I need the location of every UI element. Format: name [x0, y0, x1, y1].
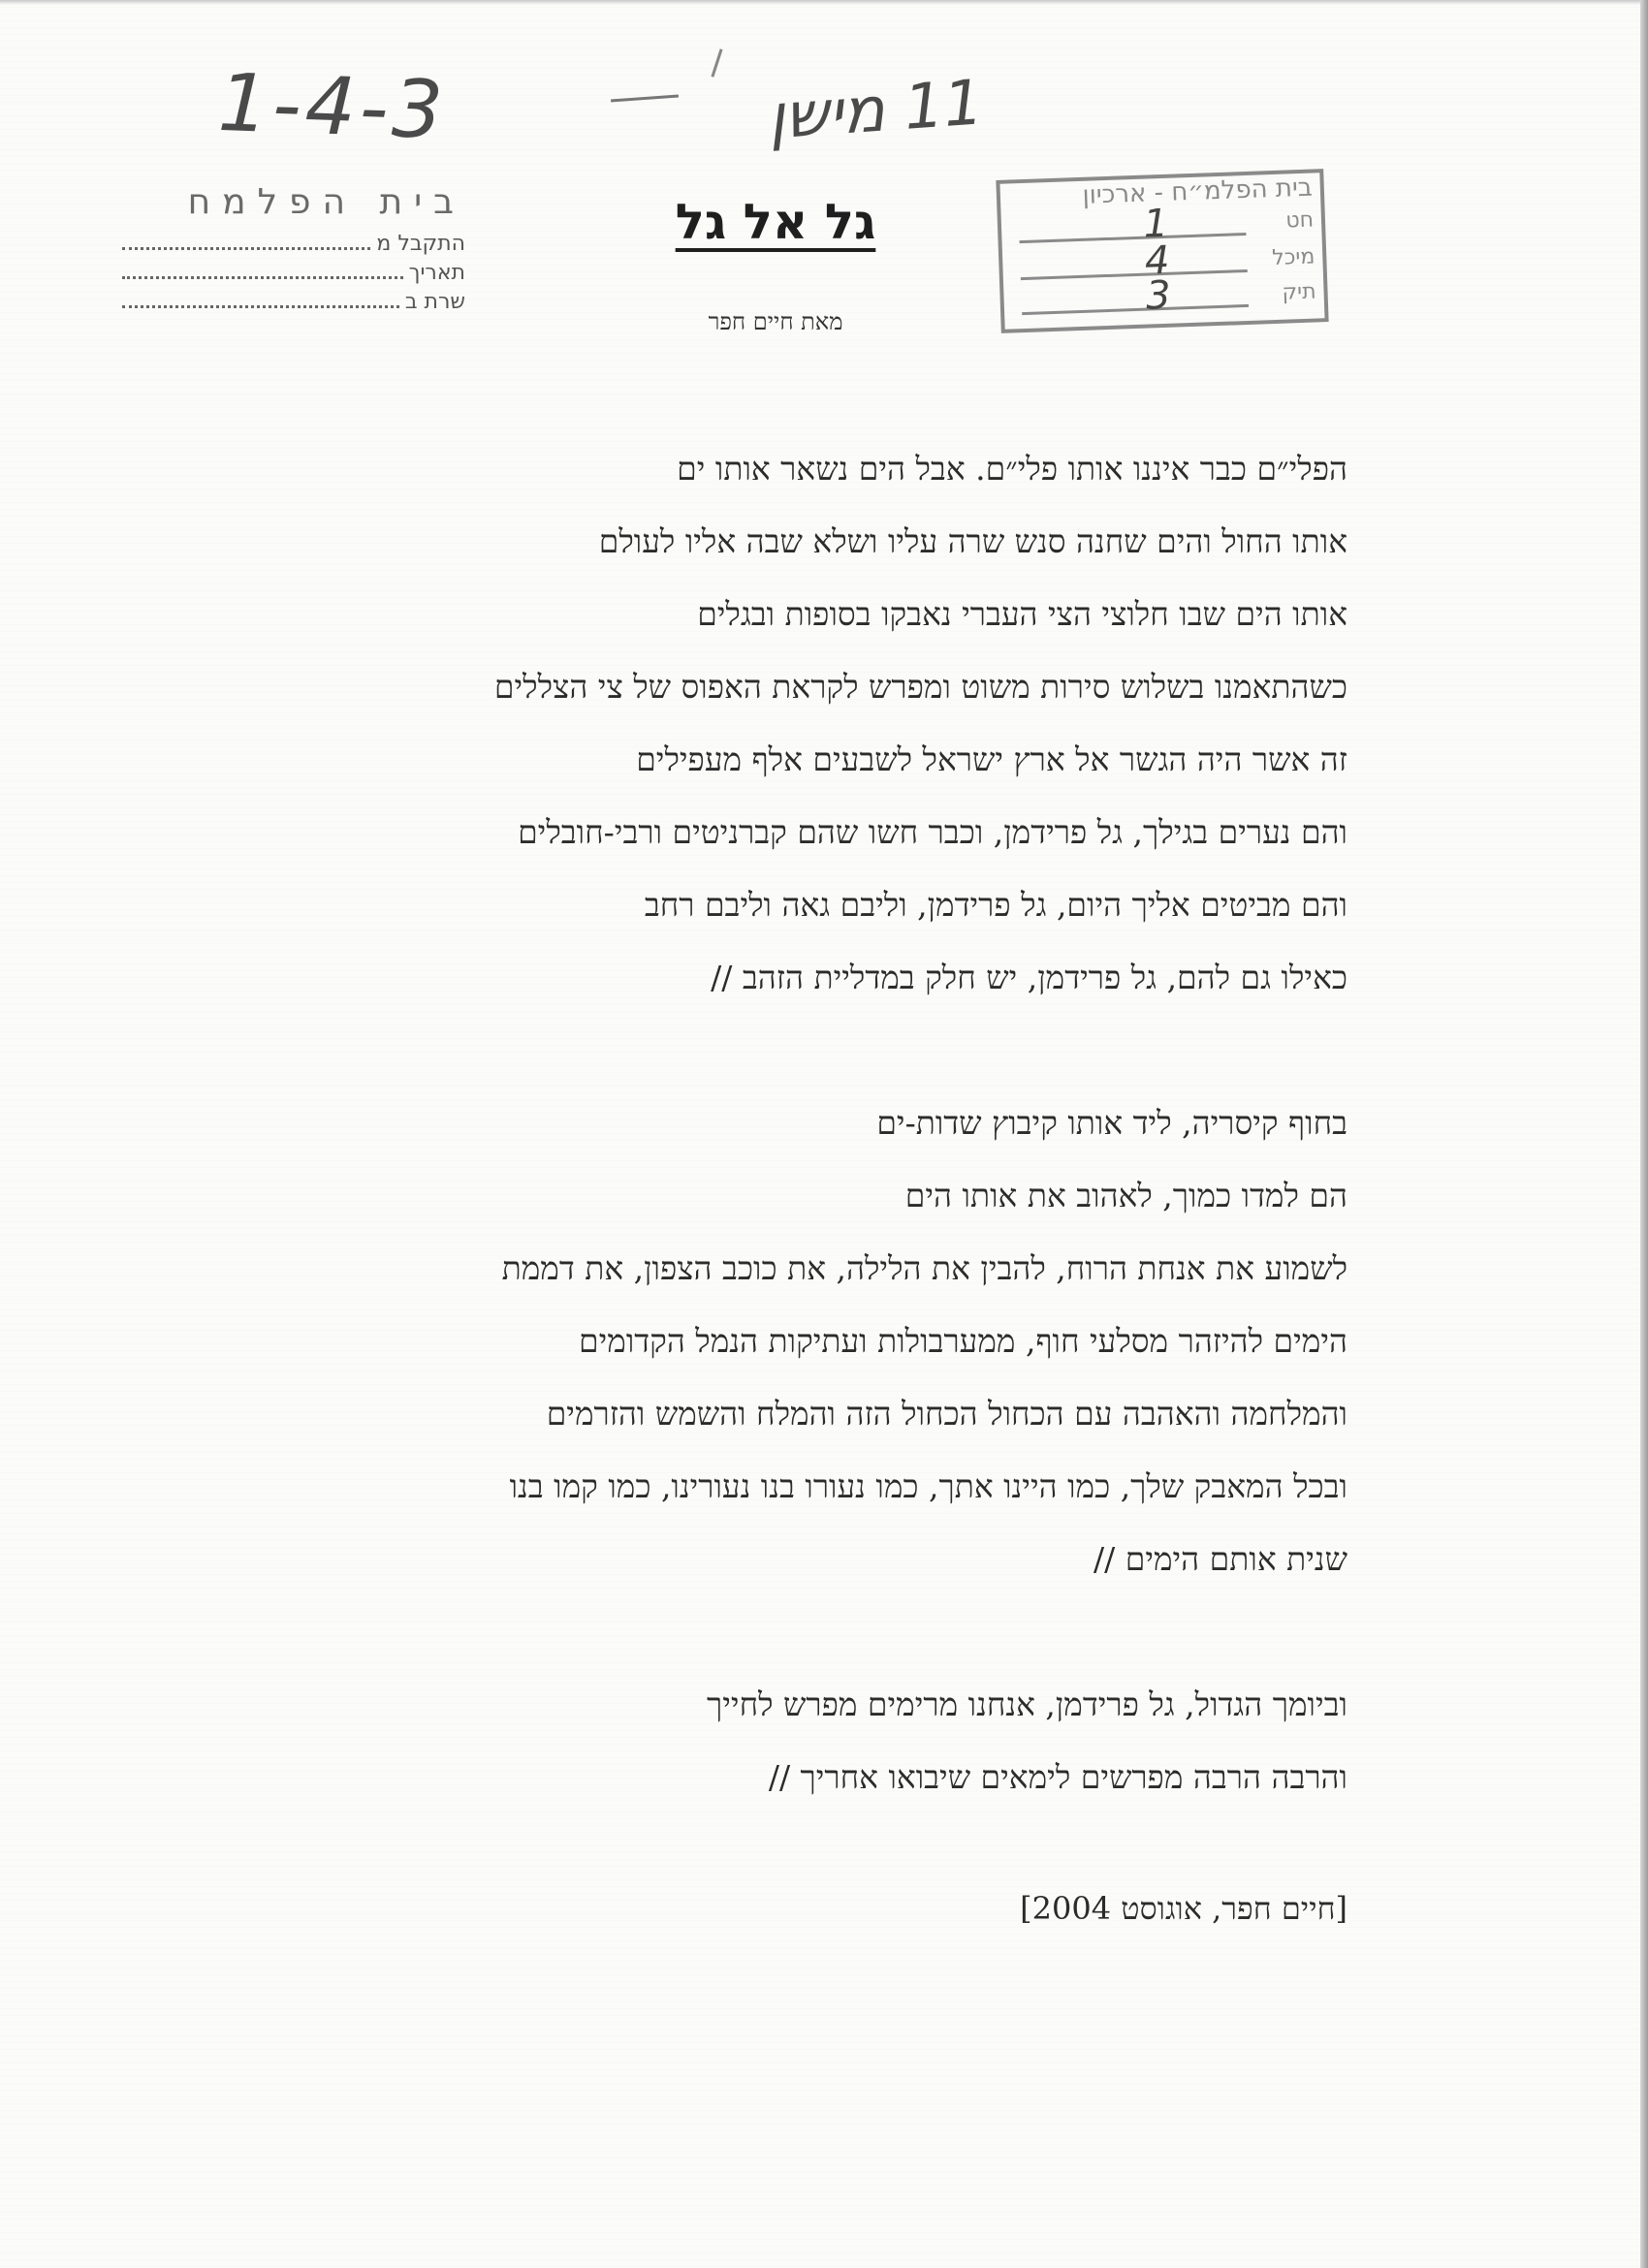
stanza-3 — [262, 1668, 1347, 1813]
poem-line: כשהתאמנו בשלוש סירות משוט ומפרש לקראת האפוס של צי הצללים — [493, 668, 1347, 706]
stamp-line — [1020, 233, 1247, 243]
stanza-break — [262, 1014, 1347, 1087]
poem-line: הם למדו כמוך, לאהוב את אותו הים — [904, 1177, 1347, 1214]
stamp-handwritten-value: 1 — [1142, 201, 1169, 247]
poem-line: לשמוע את אנחת הרוח, להבין את הלילה, את כוכב הצפון, את דממת — [501, 1249, 1347, 1287]
stanza-break — [262, 1595, 1347, 1668]
poem-line: בחוף קיסריה, ליד אותו קיבוץ שדות-ים — [876, 1104, 1347, 1142]
handwritten-dash — [611, 95, 679, 103]
letterhead-field-label: התקבל מ — [376, 232, 465, 256]
poem-line: וביומך הגדול, גל פרידמן, אנחנו מרימים מפרש לחייך — [707, 1685, 1347, 1723]
dotted-fill-line — [122, 305, 399, 308]
poem-line: כאילו גם להם, גל פרידמן, יש חלק במדליית הזהב // — [711, 959, 1347, 996]
dotted-fill-line — [122, 276, 403, 279]
poem-line: והמלחמה והאהבה עם הכחול הכחול הזה והמלח והשמש והזרמים — [546, 1395, 1347, 1433]
poem-line: הפלי״ם כבר איננו אותו פלי״ם. אבל הים נשאר אותו ים — [677, 450, 1347, 488]
poem-line: אותו החול והים שחנה סנש שרה עליו ושלא שבה אליו לעולם — [598, 522, 1347, 560]
poem-line: והם נערים בגילך, גל פרידמן, וכבר חשו שהם קברניטים ורבי-חובלים — [518, 813, 1347, 851]
stanza-2 — [262, 1087, 1347, 1595]
poem-title: גל אל גל — [675, 194, 876, 250]
poem-line: ובכל המאבק שלך, כמו היינו אתך, כמו נעורו בנו נעורינו, כמו קמו בנו — [509, 1467, 1347, 1505]
poem-signoff: [חיים חפר, אוגוסט 2004] — [1020, 1890, 1347, 1927]
letterhead-title: בית הפלמח — [187, 182, 465, 222]
poem-line: זה אשר היה הגשר אל ארץ ישראל לשבעים אלף מעפילים — [636, 740, 1347, 778]
dotted-fill-line — [122, 247, 370, 250]
stamp-label: תיק — [1282, 279, 1316, 305]
poem-body — [262, 432, 1347, 1813]
stanza-1 — [262, 432, 1347, 1014]
stamp-handwritten-value: 3 — [1145, 272, 1172, 319]
letterhead-field-label: תאריך — [408, 261, 465, 285]
stamp-heading: בית הפלמ״ח - ארכיון — [1082, 173, 1314, 210]
stamp-handwritten-value: 4 — [1144, 237, 1171, 284]
letterhead-field-received-from — [116, 232, 465, 261]
handwritten-note: 11 מישן — [765, 67, 986, 154]
poem-byline: מאת חיים חפר — [708, 308, 843, 335]
poem-line: והם מביטים אליך היום, גל פרידמן, וליבם גאה וליבם רחב — [644, 886, 1347, 924]
letterhead — [116, 182, 465, 319]
poem-line: הימים להיזהר מסלעי חוף, ממערבולות ועתיקות הנמל הקדומים — [579, 1322, 1347, 1360]
letterhead-field-label: שרת ב — [404, 290, 465, 314]
scan-right-edge — [1640, 0, 1648, 2268]
poem-line: אותו הים שבו חלוצי הצי העברי נאבקו בסופות ובגלים — [697, 595, 1347, 633]
scan-top-edge — [0, 0, 1640, 5]
letterhead-field-service — [116, 290, 465, 319]
stamp-label: חט — [1284, 207, 1315, 234]
poem-line: שנית אותם הימים // — [1093, 1540, 1347, 1578]
poem-line: והרבה הרבה מפרשים לימאים שיבואו אחריך // — [768, 1758, 1347, 1796]
stamp-label: מיכל — [1271, 244, 1315, 271]
handwritten-reference-code: 1-4-3 — [216, 56, 449, 158]
stamp-line — [1022, 304, 1249, 315]
archive-stamp — [996, 169, 1328, 333]
handwritten-tick — [711, 48, 722, 77]
letterhead-field-date — [116, 261, 465, 290]
